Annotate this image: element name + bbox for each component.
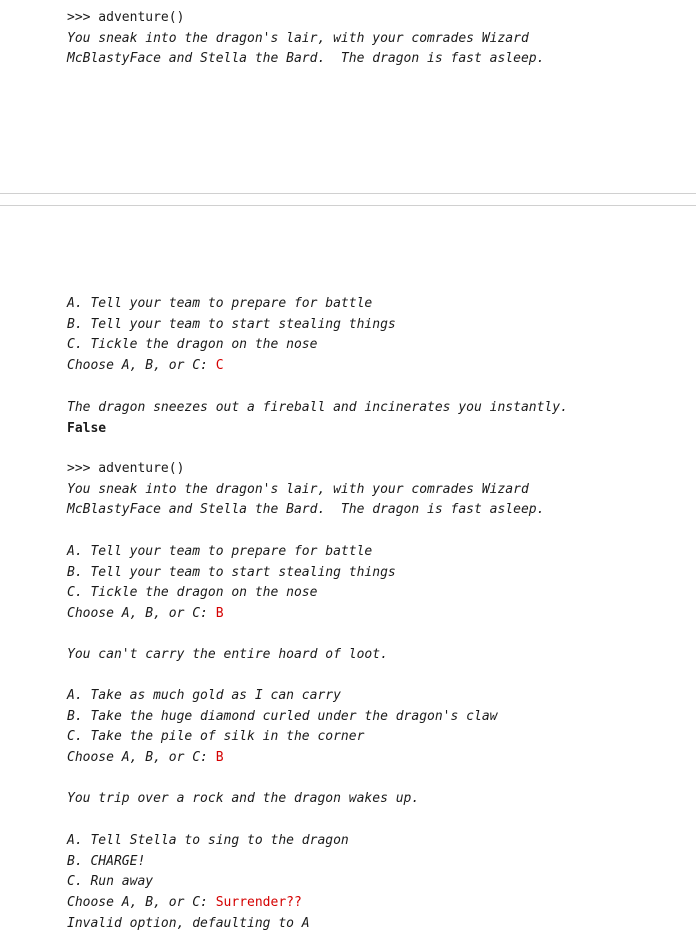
choice-prompt: Choose A, B, or C: [67, 895, 216, 911]
option-c: C. Tickle the dragon on the nose [67, 337, 318, 353]
option-a: A. Tell your team to prepare for battle [67, 544, 373, 559]
intro-text-line: You sneak into the dragon's lair, with your comrades Wizard [67, 30, 529, 46]
user-input[interactable]: B [215, 750, 224, 766]
choice-prompt-line [67, 356, 696, 377]
intro-text-line: You sneak into the dragon's lair, with your comrades Wizard [67, 481, 529, 497]
option-a: A. Take as much gold as I can carry [67, 688, 341, 703]
choice-menu-4 [67, 831, 696, 934]
repl-prompt: >>> adventure() [67, 461, 185, 476]
choice-menu-2 [67, 542, 696, 625]
user-input[interactable]: B [215, 606, 224, 622]
option-a: A. Tell your team to prepare for battle [67, 296, 373, 311]
result-1 [67, 398, 696, 439]
session-2-intro [67, 459, 696, 521]
user-input[interactable]: Surrender?? [215, 895, 302, 911]
option-b: B. Tell your team to start stealing things [67, 564, 396, 580]
user-input[interactable]: C [215, 358, 224, 374]
session-1-intro [67, 8, 696, 70]
choice-prompt-line [67, 604, 696, 625]
choice-menu-1 [67, 294, 696, 377]
result-2 [67, 645, 696, 666]
choice-prompt: Choose A, B, or C: [67, 750, 216, 766]
result-3 [67, 789, 696, 810]
error-message: Invalid option, defaulting to A [67, 915, 310, 931]
option-c: C. Tickle the dragon on the nose [67, 585, 318, 601]
choice-prompt: Choose A, B, or C: [67, 358, 216, 374]
outcome-text: The dragon sneezes out a fireball and incinerates you instantly. [67, 400, 568, 415]
repl-prompt: >>> adventure() [67, 10, 185, 25]
choice-prompt: Choose A, B, or C: [67, 606, 216, 622]
option-b: B. Tell your team to start stealing things [67, 316, 396, 332]
option-c: C. Take the pile of silk in the corner [67, 729, 365, 745]
choice-menu-3 [67, 686, 696, 769]
intro-text-line: McBlastyFace and Stella the Bard. The dragon is fast asleep. [67, 51, 545, 67]
page-divider [0, 193, 696, 206]
choice-prompt-line [67, 748, 696, 769]
option-b: B. Take the huge diamond curled under the dragon's claw [67, 708, 498, 724]
option-a: A. Tell Stella to sing to the dragon [67, 833, 349, 848]
return-value: False [67, 420, 107, 436]
outcome-text: You can't carry the entire hoard of loot. [67, 647, 388, 662]
option-c: C. Run away [67, 874, 154, 890]
choice-prompt-line [67, 893, 696, 914]
option-b: B. CHARGE! [67, 853, 146, 869]
outcome-text: You trip over a rock and the dragon wakes up. [67, 791, 420, 806]
intro-text-line: McBlastyFace and Stella the Bard. The dragon is fast asleep. [67, 502, 545, 518]
